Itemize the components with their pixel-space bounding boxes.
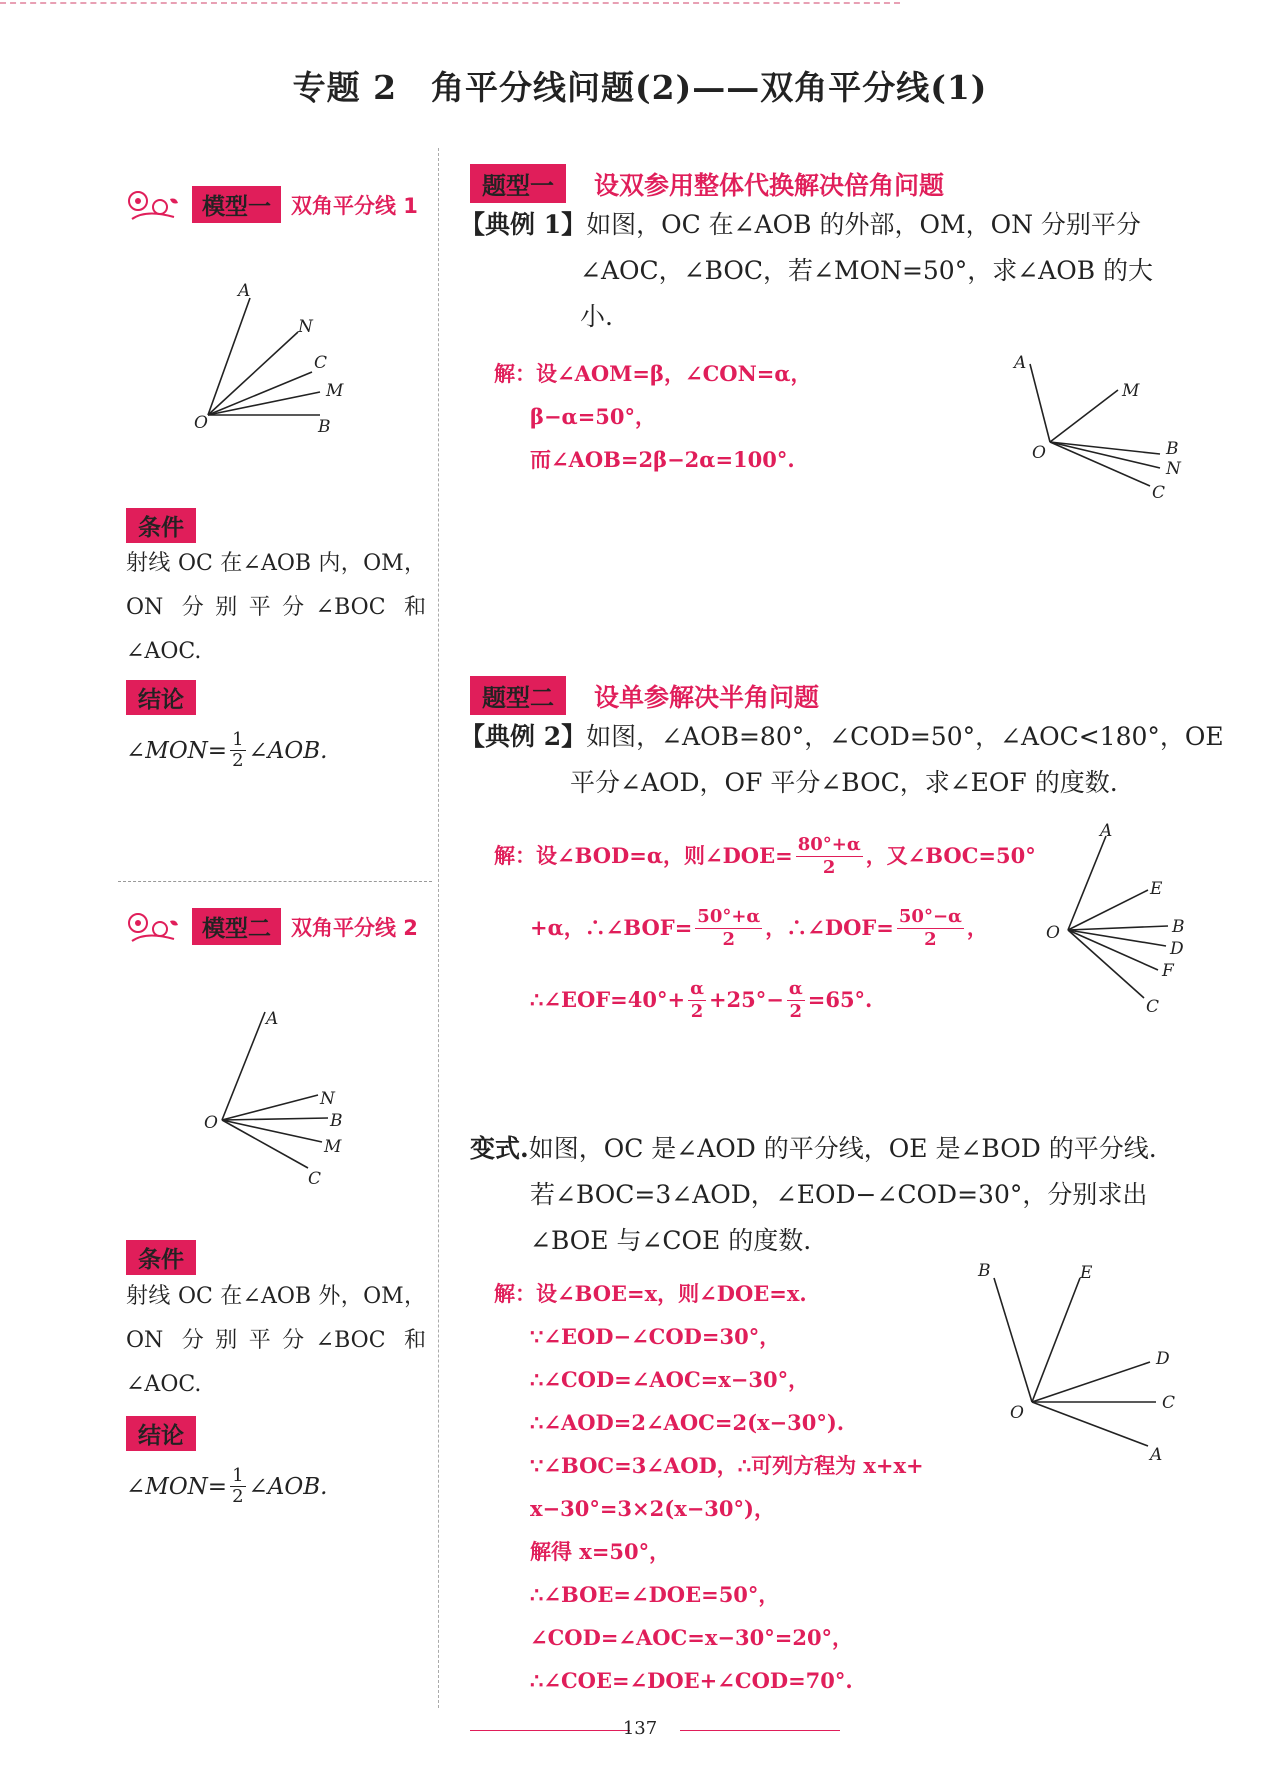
example2-frac4-num: α — [690, 977, 704, 999]
model1-concl-den: 2 — [232, 750, 244, 771]
model2-title: 双角平分线 2 — [291, 915, 418, 940]
model2-condition-text: 射线 OC 在∠AOB 外，OM，ON 分别平分∠BOC 和∠AOC. — [126, 1284, 426, 1397]
model1-condition-text: 射线 OC 在∠AOB 内，OM，ON 分别平分∠BOC 和∠AOC. — [126, 551, 426, 664]
example1-line2: ∠AOC，∠BOC，若∠MON=50°，求∠AOB 的大 — [580, 256, 1154, 285]
model1-label-O: O — [194, 413, 208, 433]
example2-frac2 — [695, 906, 762, 951]
variant-problem — [470, 1126, 1190, 1264]
example2-s2a: +α，∴∠BOF= — [530, 915, 693, 940]
variant-sol-line: 解：设∠BOE=x，则∠DOE=x. — [494, 1281, 807, 1306]
example2-frac3 — [897, 906, 964, 951]
example2-frac2-num: 50°+α — [697, 905, 761, 927]
variant-label-C: C — [1162, 1393, 1176, 1413]
example1-sol-line2: β−α=50°， — [530, 404, 657, 429]
example1-head: 【典例 1】 — [460, 210, 587, 239]
example2-s3a: ∴∠EOF=40°+ — [530, 987, 686, 1012]
section2-badge: 题型二 — [470, 676, 566, 715]
variant-line1: 如图，OC 是∠AOD 的平分线，OE 是∠BOD 的平分线. — [528, 1134, 1157, 1163]
variant-sol-line: ∴∠COD=∠AOC=x−30°， — [530, 1367, 810, 1392]
model2-concl-num: 1 — [232, 1465, 244, 1486]
variant-sol-line: 解得 x=50°， — [530, 1539, 671, 1564]
example2-frac3-den: 2 — [924, 928, 937, 950]
variant-sol-line: ∴∠BOE=∠DOE=50°， — [530, 1582, 780, 1607]
example2-frac1 — [796, 834, 863, 879]
example1-sol-line1: 解：设∠AOM=β，∠CON=α， — [494, 361, 812, 386]
model2-badge: 模型二 — [192, 908, 281, 945]
column-divider — [438, 148, 439, 1708]
top-decorative-line — [0, 2, 900, 4]
variant-sol-line: ∵∠EOD−∠COD=30°， — [530, 1324, 781, 1349]
model1-label-B: B — [318, 417, 331, 437]
model2-conclusion — [126, 1466, 327, 1507]
example2-label-D: D — [1170, 939, 1184, 959]
model2-label-A: A — [266, 1009, 279, 1029]
model1-label-N: N — [298, 317, 313, 337]
example2-label-C: C — [1146, 997, 1160, 1017]
model1-title: 双角平分线 1 — [291, 193, 418, 218]
example1-line3: 小. — [580, 302, 613, 331]
model2-label-M: M — [324, 1137, 342, 1157]
variant-sol-line: ∴∠COE=∠DOE+∠COD=70°. — [530, 1668, 853, 1693]
example2-label-F: F — [1162, 961, 1174, 981]
example2-frac4-den: 2 — [690, 1000, 704, 1022]
example2-head: 【典例 2】 — [460, 722, 587, 751]
model1-label-M: M — [326, 381, 344, 401]
example2-line1: 如图，∠AOB=80°，∠COD=50°，∠AOC<180°，OE — [586, 722, 1224, 751]
example1-label-N: N — [1166, 459, 1181, 479]
example2-problem — [460, 714, 1224, 806]
example2-s3c: =65°. — [807, 987, 873, 1012]
variant-sol-line: ∠COD=∠AOC=x−30°=20°， — [530, 1625, 854, 1650]
model-divider — [118, 881, 432, 882]
variant-label-A: A — [1150, 1445, 1163, 1465]
model2-concl-left: ∠MON= — [126, 1473, 228, 1500]
example2-s3b: +25°− — [708, 987, 784, 1012]
model2-conclusion-tag: 结论 — [126, 1416, 196, 1451]
variant-line2: 若∠BOC=3∠AOD，∠EOD−∠COD=30°，分别求出 — [530, 1180, 1148, 1209]
model2-concl-den: 2 — [232, 1486, 244, 1507]
model1-concl-right: ∠AOB. — [248, 737, 328, 764]
section1-title: 设双参用整体代换解决倍角问题 — [594, 170, 945, 200]
model1-concl-fraction — [230, 730, 245, 771]
variant-solution — [494, 1272, 924, 1702]
model2-label-O: O — [204, 1113, 218, 1133]
example2-sol-line3 — [494, 964, 1036, 1036]
model1-label-C: C — [314, 353, 328, 373]
example1-label-A: A — [1014, 353, 1027, 373]
example2-frac5 — [787, 978, 805, 1023]
example2-frac4 — [688, 978, 706, 1023]
model1-conclusion — [126, 730, 327, 771]
model2-diagram — [200, 1000, 370, 1190]
model1-label-A: A — [238, 281, 251, 301]
variant-sol-line: ∵∠BOC=3∠AOD，∴可列方程为 x+x+ — [530, 1453, 924, 1478]
example2-diagram — [1040, 822, 1210, 1022]
section1-badge: 题型一 — [470, 164, 566, 203]
example1-label-M: M — [1122, 381, 1140, 401]
example1-problem — [460, 202, 1180, 340]
model2-condition-tag: 条件 — [126, 1240, 196, 1275]
example1-diagram — [1010, 350, 1190, 510]
example2-s2c: ， — [966, 915, 988, 940]
model2-concl-fraction — [230, 1466, 245, 1507]
example2-solution — [494, 820, 1036, 1036]
model2-header — [126, 908, 418, 945]
model2-concl-right: ∠AOB. — [248, 1473, 328, 1500]
page-title: 专题 2 角平分线问题(2)——双角平分线(1) — [292, 68, 988, 107]
flower-icon — [126, 187, 182, 223]
example2-s1b: ，又∠BOC=50° — [865, 843, 1036, 868]
model1-concl-left: ∠MON= — [126, 737, 228, 764]
section1-header — [470, 164, 944, 203]
example1-solution — [494, 352, 812, 481]
example2-s1a: 解：设∠BOD=α，则∠DOE= — [494, 843, 793, 868]
example2-s2b: ，∴∠DOF= — [765, 915, 894, 940]
variant-label-O: O — [1010, 1403, 1024, 1423]
model1-condition-tag: 条件 — [126, 508, 196, 543]
example2-frac5-den: 2 — [789, 1000, 803, 1022]
example2-label-B: B — [1172, 917, 1185, 937]
variant-label-B: B — [978, 1261, 991, 1281]
variant-sol-line: x−30°=3×2(x−30°)， — [530, 1496, 775, 1521]
variant-line3: ∠BOE 与∠COE 的度数. — [530, 1226, 812, 1255]
variant-diagram — [970, 1258, 1180, 1468]
model1-concl-num: 1 — [232, 729, 244, 750]
example2-sol-line2 — [494, 892, 1036, 964]
model2-label-N: N — [320, 1089, 335, 1109]
example2-frac1-den: 2 — [822, 856, 836, 878]
example2-frac5-num: α — [788, 977, 803, 999]
example1-label-B: B — [1166, 439, 1179, 459]
model1-diagram — [190, 280, 370, 450]
example2-label-E: E — [1150, 879, 1163, 899]
variant-sol-line: ∴∠AOD=2∠AOC=2(x−30°). — [530, 1410, 845, 1435]
section2-title: 设单参解决半角问题 — [594, 682, 820, 712]
model1-conclusion-tag: 结论 — [126, 680, 196, 715]
variant-head: 变式. — [470, 1134, 529, 1163]
example1-label-C: C — [1152, 483, 1166, 503]
variant-label-D: D — [1156, 1349, 1170, 1369]
page-number: 137 — [622, 1718, 658, 1739]
example2-frac2-den: 2 — [722, 928, 736, 950]
example2-label-O: O — [1046, 923, 1060, 943]
model1-header — [126, 186, 418, 223]
example2-frac1-num: 80°+α — [797, 833, 861, 855]
variant-label-E: E — [1080, 1263, 1093, 1283]
example2-label-A: A — [1100, 822, 1113, 841]
model2-label-B: B — [330, 1111, 343, 1131]
example2-frac3-num: 50°−α — [898, 905, 962, 927]
section2-header — [470, 676, 819, 715]
example1-line1: 如图，OC 在∠AOB 的外部，OM，ON 分别平分 — [586, 210, 1141, 239]
flower-icon — [126, 909, 182, 945]
model1-badge: 模型一 — [192, 186, 281, 223]
model2-label-C: C — [308, 1169, 322, 1189]
example1-label-O: O — [1032, 443, 1046, 463]
example2-sol-line1 — [494, 820, 1036, 892]
example2-line2: 平分∠AOD，OF 平分∠BOC，求∠EOF 的度数. — [570, 768, 1118, 797]
example1-sol-line3: 而∠AOB=2β−2α=100°. — [530, 447, 795, 472]
